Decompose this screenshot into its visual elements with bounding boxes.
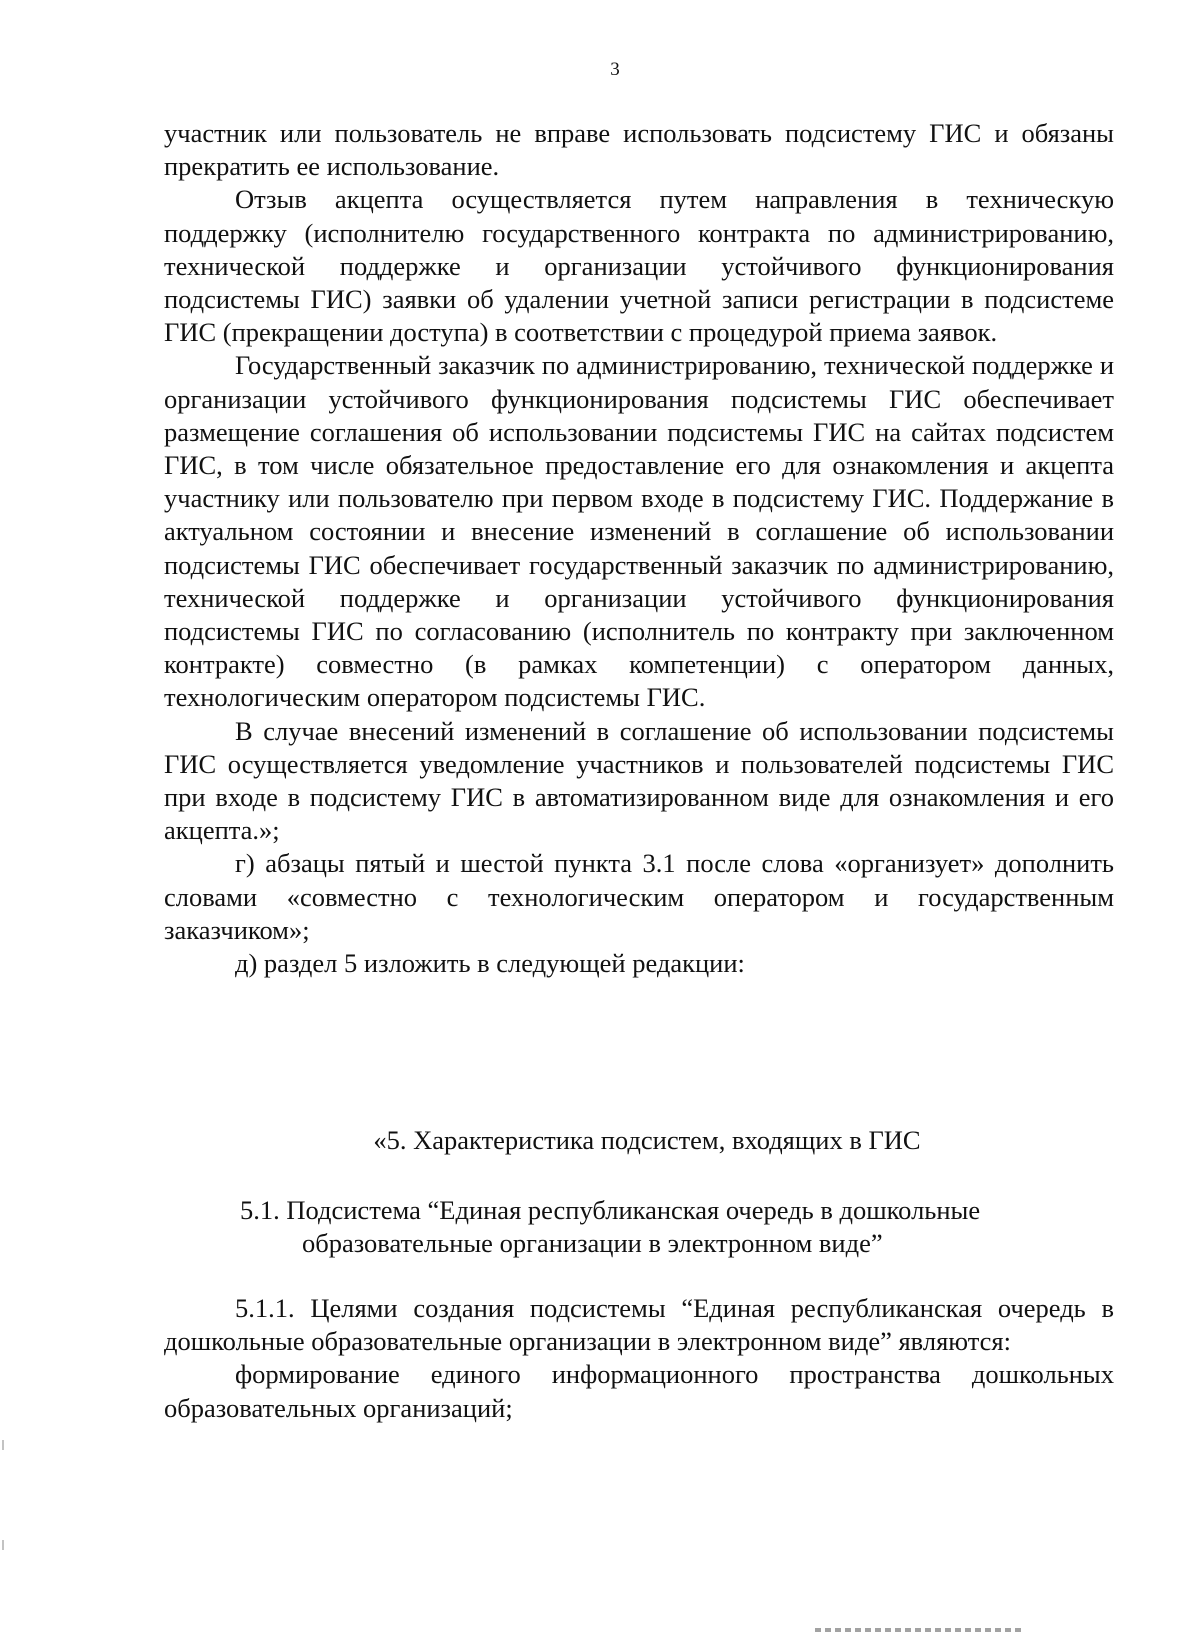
paragraph: д) раздел 5 изложить в следующей редакции: [235, 948, 745, 979]
paragraph: формирование единого информационного пространства дошкольных образовательных организаций; [164, 1359, 1114, 1423]
scan-artifact [2, 1540, 4, 1550]
paragraph: 5.1.1. Целями создания подсистемы “Единая республиканская очередь в дошкольные образовательные организации в электронном виде” являются: [164, 1293, 1114, 1357]
paragraph: В случае внесений изменений в соглашение об использовании подсистемы ГИС осуществляется уведомление участников и пользователей подсистемы ГИС при входе в подсистему ГИС в автоматизированном виде для ознакомления и его акцепта.»; [164, 715, 1114, 846]
section-heading: «5. Характеристика подсистем, входящих в ГИС [373, 1125, 921, 1155]
scan-artifact [815, 1628, 1025, 1632]
paragraph: участник или пользователь не вправе использовать подсистему ГИС и обязаны прекратить ее использование. [164, 118, 1114, 182]
subsection-heading [240, 1194, 1120, 1260]
subsection-heading-line-2: образовательные организации в электронном виде” [302, 1228, 883, 1259]
paragraph: Отзыв акцепта осуществляется путем направления в техническую поддержку (исполнителю государственного контракта по администрированию, технической поддержке и организации устойчивого функционирования подсистемы ГИС) заявки об удалении учетной записи регистрации в подсистеме ГИС (прекращении доступа) в соответствии с процедурой приема заявок. [164, 184, 1114, 348]
scan-artifact [2, 1440, 4, 1450]
body-text-top [164, 117, 1114, 980]
body-text-bottom [164, 1292, 1114, 1425]
page-number: 3 [610, 59, 620, 80]
paragraph: Государственный заказчик по администрированию, технической поддержке и организации устойчивого функционирования подсистемы ГИС обеспечивает размещение соглашения об использовании подсистемы ГИС на сайтах подсистем ГИС, в том числе обязательное предоставление его для ознакомления и акцепта участнику или пользователю при первом входе в подсистему ГИС. Поддержание в актуальном состоянии и внесение изменений в соглашение об использовании подсистемы ГИС обеспечивает государственный заказчик по администрированию, технической поддержке и организации устойчивого функционирования подсистемы ГИС по согласованию (исполнитель по контракту при заключенном контракте) совместно (в рамках компетенции) с оператором данных, технологическим оператором подсистемы ГИС. [164, 350, 1114, 713]
paragraph: г) абзацы пятый и шестой пункта 3.1 после слова «организует» дополнить словами «совместно с технологическим оператором и государственным заказчиком»; [164, 848, 1114, 945]
subsection-heading-line-1: 5.1. Подсистема “Единая республиканская очередь в дошкольные [240, 1195, 981, 1225]
